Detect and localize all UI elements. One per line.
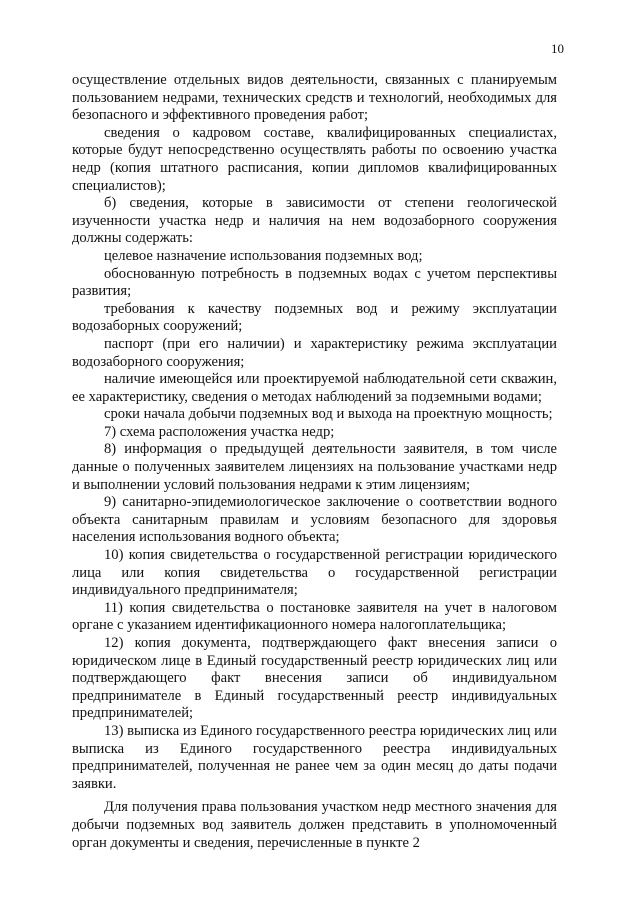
paragraph-item-10: 10) копия свидетельства о государственной регистрации юридического лица или копия свидетельства о государственной регистрации индивидуального предпринимателя; xyxy=(72,547,557,599)
paragraph-passport: паспорт (при его наличии) и характеристику режима эксплуатации водозаборного сооружения; xyxy=(72,335,557,370)
paragraph-item-13: 13) выписка из Единого государственного реестра юридических лиц или выписка из Единого государственного реестра индивидуальных предпринимателей, полученная не ранее чем за один месяц до даты подачи заявки. xyxy=(72,722,557,792)
paragraph-observation-network: наличие имеющейся или проектируемой наблюдательной сети скважин, ее характеристику, сведения о методах наблюдений за подземными водами; xyxy=(72,371,557,405)
paragraph-technical-means: осуществление отдельных видов деятельности, связанных с планируемым пользованием недрами, технических средств и технологий, необходимых для безопасного и эффективного проведения работ; xyxy=(72,72,557,124)
paragraph-item-9: 9) санитарно-эпидемиологическое заключение о соответствии водного объекта санитарным правилам и условиям безопасного для здоровья населения использования водного объекта; xyxy=(72,494,557,546)
paragraph-purpose: целевое назначение использования подземных вод; xyxy=(104,247,423,264)
paragraph-quality-requirements: требования к качеству подземных вод и режиму эксплуатации водозаборных сооружений; xyxy=(72,300,557,335)
paragraph-water-demand: обоснованную потребность в подземных водах с учетом перспективы развития; xyxy=(72,265,557,300)
paragraph-item-12: 12) копия документа, подтверждающего факт внесения записи о юридическом лице в Единый государственный реестр юридических лиц или подтверждающего факт внесения записи об индивидуальном предпринимателе в Единый государственный реестр индивидуальных предпринимателей; xyxy=(72,635,557,722)
paragraph-staff-info: сведения о кадровом составе, квалифицированных специалистах, которые будут непосредственно осуществлять работы по освоению участка недр (копия штатного расписания, копии дипломов квалифицированных специалистов); xyxy=(72,124,557,194)
document-body xyxy=(72,72,557,852)
paragraph-item-7: 7) схема расположения участка недр; xyxy=(104,423,335,440)
paragraph-item-8: 8) информация о предыдущей деятельности заявителя, в том числе данные о полученных заявителем лицензиях на пользование участками недр и выполнении условий пользования недрами к этим лицензиям; xyxy=(72,441,557,493)
page-number: 10 xyxy=(551,41,564,56)
paragraph-local-significance: Для получения права пользования участком недр местного значения для добычи подземных вод заявитель должен представить в уполномоченный орган документы и сведения, перечисленные в пункте 2 xyxy=(72,799,557,851)
paragraph-production-dates: сроки начала добычи подземных вод и выхода на проектную мощность; xyxy=(104,406,553,423)
paragraph-item-11: 11) копия свидетельства о постановке заявителя на учет в налоговом органе с указанием идентификационного номера налогоплательщика; xyxy=(72,599,557,634)
paragraph-item-b: б) сведения, которые в зависимости от степени геологической изученности участка недр и наличия на нем водозаборного сооружения должны содержать: xyxy=(72,195,557,247)
